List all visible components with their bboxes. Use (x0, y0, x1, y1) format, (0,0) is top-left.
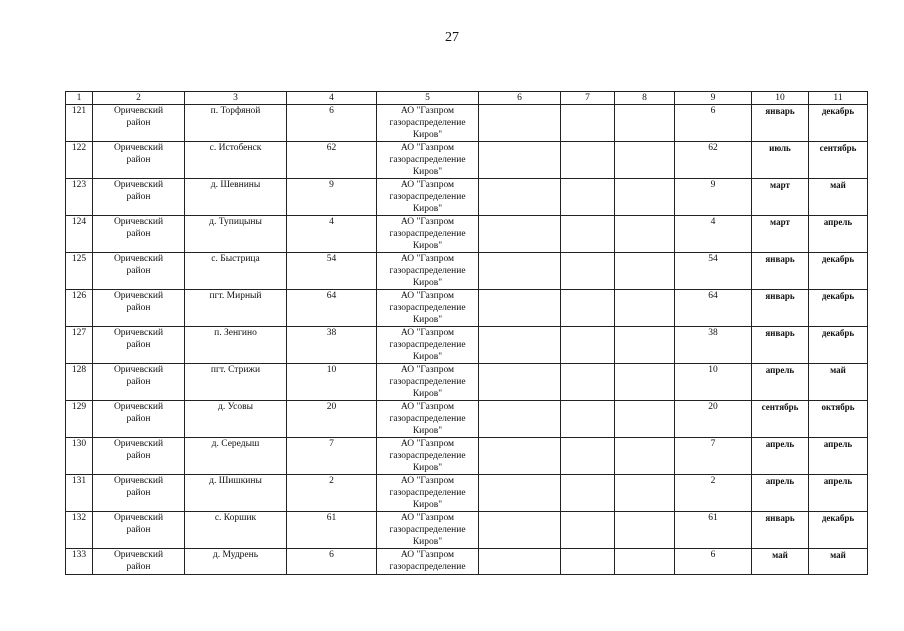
organization-cell-line: газораспределение (389, 340, 466, 350)
organization-cell (377, 364, 479, 401)
district-cell (93, 179, 185, 216)
organization-cell-line: газораспределение (389, 155, 466, 165)
table-row (66, 142, 868, 179)
column-header: 11 (809, 92, 868, 105)
table-row (66, 512, 868, 549)
organization-cell-line: газораспределение (389, 303, 466, 313)
row-number: 123 (66, 179, 93, 216)
empty-cell-6 (479, 401, 561, 438)
locality-cell: д. Шевнины (185, 179, 287, 216)
locality-cell: с. Коршик (185, 512, 287, 549)
count-cell: 38 (287, 327, 377, 364)
district-cell-line: Оричевский (113, 180, 164, 190)
empty-cell-6 (479, 327, 561, 364)
locality-cell: д. Тупицыны (185, 216, 287, 253)
district-cell-line: Оричевский (113, 513, 164, 523)
district-cell (93, 438, 185, 475)
organization-cell-line: АО "Газпром (400, 291, 455, 301)
organization-cell (377, 179, 479, 216)
table-row (66, 549, 868, 575)
start-month-cell: апрель (752, 438, 809, 475)
start-month-cell: июль (752, 142, 809, 179)
row-number: 122 (66, 142, 93, 179)
count-cell: 7 (287, 438, 377, 475)
district-cell (93, 216, 185, 253)
empty-cell-7 (561, 401, 615, 438)
district-cell (93, 290, 185, 327)
organization-cell-line: АО "Газпром (400, 106, 455, 116)
end-month-cell: октябрь (809, 401, 868, 438)
count-cell: 64 (287, 290, 377, 327)
organization-cell-line: Киров" (412, 130, 443, 140)
count2-cell: 54 (675, 253, 752, 290)
empty-cell-8 (615, 327, 675, 364)
district-cell-line: Оричевский (113, 328, 164, 338)
end-month-cell: апрель (809, 438, 868, 475)
empty-cell-6 (479, 549, 561, 575)
district-cell-line: район (126, 451, 151, 461)
count-cell: 62 (287, 142, 377, 179)
start-month-cell: апрель (752, 475, 809, 512)
empty-cell-7 (561, 438, 615, 475)
count-cell: 6 (287, 549, 377, 575)
column-header: 7 (561, 92, 615, 105)
district-cell-line: район (126, 303, 151, 313)
district-cell-line: Оричевский (113, 291, 164, 301)
table-row (66, 290, 868, 327)
end-month-cell: декабрь (809, 253, 868, 290)
end-month-cell: май (809, 179, 868, 216)
start-month-cell: апрель (752, 364, 809, 401)
column-header: 10 (752, 92, 809, 105)
organization-cell (377, 475, 479, 512)
district-cell-line: район (126, 562, 151, 572)
row-number: 125 (66, 253, 93, 290)
table-row (66, 216, 868, 253)
organization-cell-line: Киров" (412, 204, 443, 214)
organization-cell-line: АО "Газпром (400, 217, 455, 227)
end-month-cell: декабрь (809, 290, 868, 327)
empty-cell-7 (561, 105, 615, 142)
organization-cell (377, 142, 479, 179)
organization-cell-line: Киров" (412, 315, 443, 325)
district-cell-line: Оричевский (113, 143, 164, 153)
start-month-cell: май (752, 549, 809, 575)
empty-cell-6 (479, 142, 561, 179)
empty-cell-8 (615, 512, 675, 549)
district-cell (93, 253, 185, 290)
district-cell-line: район (126, 266, 151, 276)
locality-cell: пгт. Мирный (185, 290, 287, 327)
column-header: 3 (185, 92, 287, 105)
organization-cell-line: АО "Газпром (400, 476, 455, 486)
page-number: 27 (445, 30, 459, 45)
empty-cell-6 (479, 438, 561, 475)
organization-cell (377, 253, 479, 290)
start-month-cell: январь (752, 253, 809, 290)
empty-cell-8 (615, 438, 675, 475)
column-header: 2 (93, 92, 185, 105)
count-cell: 6 (287, 105, 377, 142)
locality-cell: д. Усовы (185, 401, 287, 438)
organization-cell (377, 105, 479, 142)
empty-cell-6 (479, 253, 561, 290)
district-cell-line: район (126, 377, 151, 387)
count2-cell: 20 (675, 401, 752, 438)
empty-cell-8 (615, 401, 675, 438)
column-header: 6 (479, 92, 561, 105)
empty-cell-6 (479, 216, 561, 253)
organization-cell-line: газораспределение (389, 118, 466, 128)
row-number: 127 (66, 327, 93, 364)
table-row (66, 401, 868, 438)
district-cell-line: Оричевский (113, 550, 164, 560)
empty-cell-6 (479, 512, 561, 549)
organization-cell-line: Киров" (412, 278, 443, 288)
header-row (66, 92, 868, 105)
district-cell-line: район (126, 118, 151, 128)
organization-cell (377, 438, 479, 475)
count-cell: 4 (287, 216, 377, 253)
empty-cell-7 (561, 327, 615, 364)
district-cell-line: Оричевский (113, 439, 164, 449)
count-cell: 9 (287, 179, 377, 216)
empty-cell-6 (479, 364, 561, 401)
organization-cell-line: АО "Газпром (400, 365, 455, 375)
locality-cell: с. Истобенск (185, 142, 287, 179)
locality-cell: д. Мудрень (185, 549, 287, 575)
count2-cell: 2 (675, 475, 752, 512)
count2-cell: 10 (675, 364, 752, 401)
organization-cell-line: АО "Газпром (400, 550, 455, 560)
empty-cell-7 (561, 364, 615, 401)
column-header: 1 (66, 92, 93, 105)
organization-cell-line: АО "Газпром (400, 402, 455, 412)
district-cell-line: район (126, 192, 151, 202)
empty-cell-7 (561, 253, 615, 290)
empty-cell-8 (615, 105, 675, 142)
start-month-cell: март (752, 179, 809, 216)
empty-cell-8 (615, 216, 675, 253)
end-month-cell: май (809, 549, 868, 575)
table-row (66, 253, 868, 290)
start-month-cell: январь (752, 512, 809, 549)
table-row (66, 179, 868, 216)
empty-cell-7 (561, 290, 615, 327)
end-month-cell: декабрь (809, 512, 868, 549)
empty-cell-7 (561, 549, 615, 575)
district-cell (93, 401, 185, 438)
district-cell-line: район (126, 229, 151, 239)
locality-cell: п. Торфяной (185, 105, 287, 142)
empty-cell-8 (615, 179, 675, 216)
empty-cell-7 (561, 179, 615, 216)
empty-cell-8 (615, 549, 675, 575)
table-row (66, 327, 868, 364)
organization-cell-line: АО "Газпром (400, 513, 455, 523)
count2-cell: 6 (675, 105, 752, 142)
column-header: 4 (287, 92, 377, 105)
organization-cell-line: АО "Газпром (400, 328, 455, 338)
end-month-cell: декабрь (809, 105, 868, 142)
organization-cell-line: АО "Газпром (400, 439, 455, 449)
locality-cell: д. Середыш (185, 438, 287, 475)
end-month-cell: май (809, 364, 868, 401)
count2-cell: 6 (675, 549, 752, 575)
district-cell (93, 105, 185, 142)
district-cell-line: Оричевский (113, 402, 164, 412)
district-cell (93, 142, 185, 179)
column-header: 9 (675, 92, 752, 105)
organization-cell-line: газораспределение (389, 414, 466, 424)
empty-cell-7 (561, 475, 615, 512)
organization-cell (377, 512, 479, 549)
district-cell-line: район (126, 414, 151, 424)
organization-cell-line: газораспределение (389, 562, 466, 572)
district-cell-line: Оричевский (113, 365, 164, 375)
table-body (66, 105, 868, 575)
district-cell-line: район (126, 488, 151, 498)
table-row (66, 364, 868, 401)
empty-cell-6 (479, 290, 561, 327)
end-month-cell: декабрь (809, 327, 868, 364)
organization-cell-line: АО "Газпром (400, 180, 455, 190)
district-cell (93, 475, 185, 512)
organization-cell-line: газораспределение (389, 525, 466, 535)
count2-cell: 62 (675, 142, 752, 179)
organization-cell (377, 327, 479, 364)
organization-cell (377, 216, 479, 253)
row-number: 126 (66, 290, 93, 327)
end-month-cell: сентябрь (809, 142, 868, 179)
empty-cell-8 (615, 475, 675, 512)
organization-cell-line: газораспределение (389, 266, 466, 276)
row-number: 133 (66, 549, 93, 575)
empty-cell-7 (561, 142, 615, 179)
count-cell: 2 (287, 475, 377, 512)
empty-cell-6 (479, 475, 561, 512)
organization-cell-line: газораспределение (389, 451, 466, 461)
district-cell (93, 549, 185, 575)
district-cell-line: Оричевский (113, 476, 164, 486)
empty-cell-8 (615, 290, 675, 327)
organization-cell-line: Киров" (412, 389, 443, 399)
organization-cell-line: Киров" (412, 426, 443, 436)
organization-cell-line: газораспределение (389, 488, 466, 498)
organization-cell (377, 549, 479, 575)
organization-cell-line: Киров" (412, 241, 443, 251)
schedule-table (65, 91, 868, 575)
district-cell-line: район (126, 155, 151, 165)
empty-cell-8 (615, 364, 675, 401)
count2-cell: 64 (675, 290, 752, 327)
empty-cell-7 (561, 216, 615, 253)
organization-cell-line: газораспределение (389, 229, 466, 239)
row-number: 132 (66, 512, 93, 549)
empty-cell-7 (561, 512, 615, 549)
row-number: 131 (66, 475, 93, 512)
table-row (66, 438, 868, 475)
organization-cell-line: Киров" (412, 352, 443, 362)
locality-cell: с. Быстрица (185, 253, 287, 290)
empty-cell-8 (615, 253, 675, 290)
locality-cell: п. Зенгино (185, 327, 287, 364)
count-cell: 20 (287, 401, 377, 438)
organization-cell-line: Киров" (412, 500, 443, 510)
count2-cell: 9 (675, 179, 752, 216)
district-cell (93, 512, 185, 549)
empty-cell-6 (479, 179, 561, 216)
count2-cell: 7 (675, 438, 752, 475)
organization-cell (377, 290, 479, 327)
locality-cell: д. Шишкины (185, 475, 287, 512)
start-month-cell: март (752, 216, 809, 253)
start-month-cell: январь (752, 290, 809, 327)
organization-cell-line: газораспределение (389, 377, 466, 387)
row-number: 124 (66, 216, 93, 253)
district-cell-line: район (126, 525, 151, 535)
column-header: 8 (615, 92, 675, 105)
district-cell (93, 364, 185, 401)
locality-cell: пгт. Стрижи (185, 364, 287, 401)
table-row (66, 105, 868, 142)
table-row (66, 475, 868, 512)
district-cell (93, 327, 185, 364)
count2-cell: 61 (675, 512, 752, 549)
organization-cell-line: газораспределение (389, 192, 466, 202)
empty-cell-8 (615, 142, 675, 179)
count-cell: 10 (287, 364, 377, 401)
organization-cell-line: АО "Газпром (400, 143, 455, 153)
start-month-cell: сентябрь (752, 401, 809, 438)
district-cell-line: Оричевский (113, 254, 164, 264)
row-number: 130 (66, 438, 93, 475)
organization-cell-line: Киров" (412, 167, 443, 177)
count2-cell: 38 (675, 327, 752, 364)
district-cell-line: район (126, 340, 151, 350)
count2-cell: 4 (675, 216, 752, 253)
row-number: 121 (66, 105, 93, 142)
column-header: 5 (377, 92, 479, 105)
count-cell: 54 (287, 253, 377, 290)
district-cell-line: Оричевский (113, 106, 164, 116)
end-month-cell: апрель (809, 216, 868, 253)
row-number: 128 (66, 364, 93, 401)
start-month-cell: январь (752, 327, 809, 364)
empty-cell-6 (479, 105, 561, 142)
start-month-cell: январь (752, 105, 809, 142)
organization-cell-line: Киров" (412, 463, 443, 473)
row-number: 129 (66, 401, 93, 438)
organization-cell-line: АО "Газпром (400, 254, 455, 264)
organization-cell-line: Киров" (412, 537, 443, 547)
district-cell-line: Оричевский (113, 217, 164, 227)
end-month-cell: апрель (809, 475, 868, 512)
count-cell: 61 (287, 512, 377, 549)
organization-cell (377, 401, 479, 438)
